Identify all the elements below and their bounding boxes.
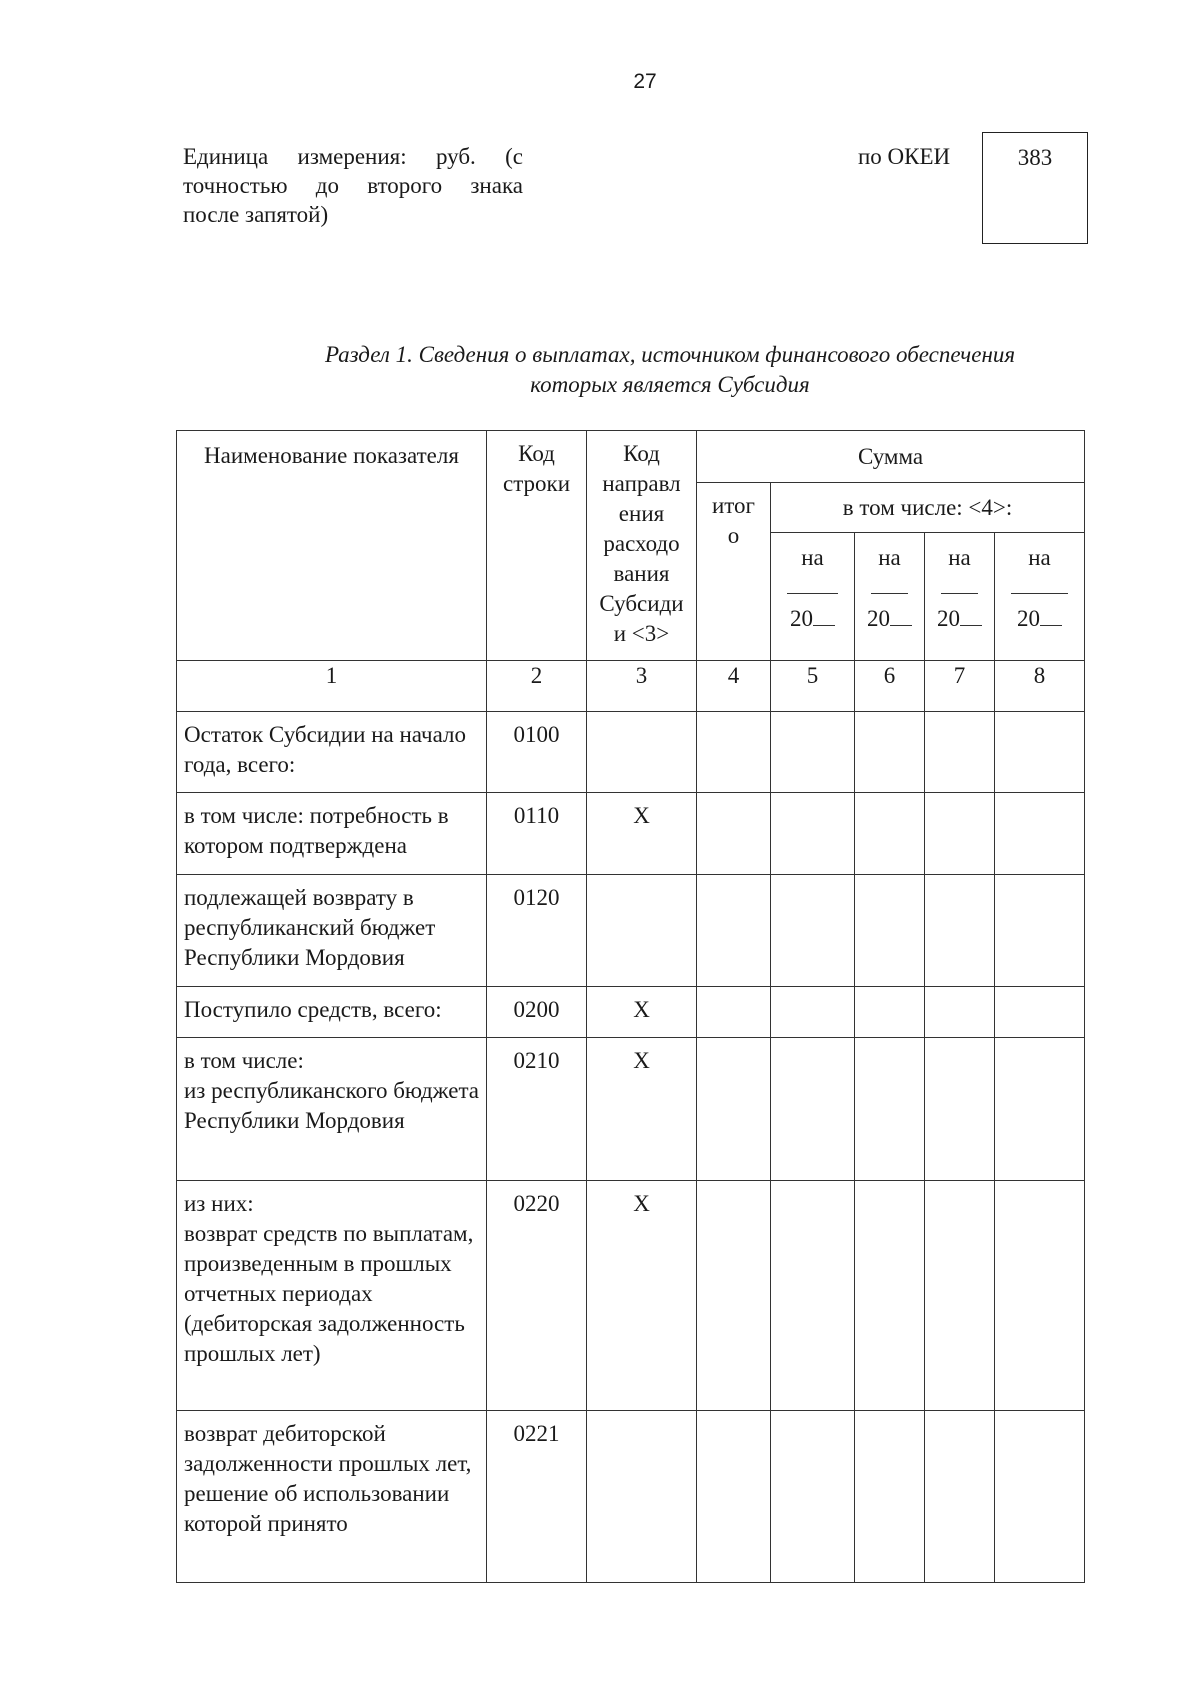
header-period-6 [855, 533, 925, 661]
header-direction-line: Субсиди [599, 591, 684, 616]
column-number: 8 [995, 661, 1085, 712]
header-direction-line: ения [618, 501, 665, 526]
column-number: 5 [771, 661, 855, 712]
header-indicator-name: Наименование показателя [177, 431, 487, 661]
table-row [177, 987, 1085, 1038]
section-title [250, 340, 1090, 400]
row-code: 0100 [487, 712, 587, 793]
header-including: в том числе: <4>: [771, 483, 1085, 533]
column-number: 7 [925, 661, 995, 712]
period-year: 20 [790, 606, 813, 631]
period-prefix: на [801, 545, 824, 570]
row-direction [587, 712, 697, 793]
row-direction: X [587, 1038, 697, 1181]
row-name: Остаток Субсидии на начало года, всего: [177, 712, 487, 793]
row-name: подлежащей возврату в республиканский бюджет Республики Мордовия [177, 875, 487, 987]
row-name: из них: возврат средств по выплатам, произведенным в прошлых отчетных периодах (дебиторская задолженность прошлых лет) [177, 1181, 487, 1411]
header-direction-line: расходо [603, 531, 680, 556]
row-name: возврат дебиторской задолженности прошлых лет, решение об использовании которой принято [177, 1411, 487, 1583]
unit-line: после запятой) [183, 202, 329, 227]
unit-line: точностью до второго знака [183, 173, 523, 198]
table-row [177, 712, 1085, 793]
section-title-line: Раздел 1. Сведения о выплатах, источником финансового обеспечения [324, 342, 1016, 367]
row-direction: X [587, 987, 697, 1038]
header-direction-line: вания [613, 561, 670, 586]
column-number: 2 [487, 661, 587, 712]
period-year: 20 [937, 606, 960, 631]
row-code: 0120 [487, 875, 587, 987]
column-number: 3 [587, 661, 697, 712]
row-direction [587, 875, 697, 987]
table-row [177, 1038, 1085, 1181]
unit-of-measure [183, 142, 523, 229]
header-total-line: итог [712, 493, 755, 518]
header-row-code: Код строки [487, 431, 587, 661]
unit-line: Единица измерения: руб. (с [183, 144, 523, 169]
row-direction [587, 1411, 697, 1583]
header-direction-line: и <3> [613, 621, 670, 646]
period-prefix: на [948, 545, 971, 570]
row-code: 0110 [487, 793, 587, 875]
column-number: 1 [177, 661, 487, 712]
column-number: 4 [697, 661, 771, 712]
row-code: 0220 [487, 1181, 587, 1411]
period-year: 20 [867, 606, 890, 631]
header-period-7 [925, 533, 995, 661]
header-total-line: о [727, 523, 740, 548]
header-direction-line: Код [623, 441, 660, 466]
table-row [177, 1181, 1085, 1411]
okei-label: по ОКЕИ [858, 144, 951, 169]
header-direction-line: направл [602, 471, 681, 496]
row-code: 0200 [487, 987, 587, 1038]
okei-code-box: 383 [982, 132, 1088, 244]
header-total [697, 483, 771, 661]
column-number: 6 [855, 661, 925, 712]
row-name: в том числе: потребность в котором подтверждена [177, 793, 487, 875]
payments-table [176, 430, 1085, 1583]
header-direction-code [587, 431, 697, 661]
table-row [177, 1411, 1085, 1583]
row-code: 0210 [487, 1038, 587, 1181]
page-number: 27 [633, 70, 657, 93]
row-direction: X [587, 793, 697, 875]
table-row [177, 793, 1085, 875]
row-code: 0221 [487, 1411, 587, 1583]
period-prefix: на [878, 545, 901, 570]
row-direction: X [587, 1181, 697, 1411]
row-name: в том числе: из республиканского бюджета Республики Мордовия [177, 1038, 487, 1181]
header-period-5 [771, 533, 855, 661]
header-sum: Сумма [697, 431, 1085, 483]
section-title-line: которых является Субсидия [530, 372, 810, 397]
column-number-row [177, 661, 1085, 712]
period-year: 20 [1017, 606, 1041, 631]
row-name: Поступило средств, всего: [177, 987, 487, 1038]
table-row [177, 875, 1085, 987]
header-period-8 [995, 533, 1085, 661]
period-prefix: на [1028, 545, 1051, 570]
